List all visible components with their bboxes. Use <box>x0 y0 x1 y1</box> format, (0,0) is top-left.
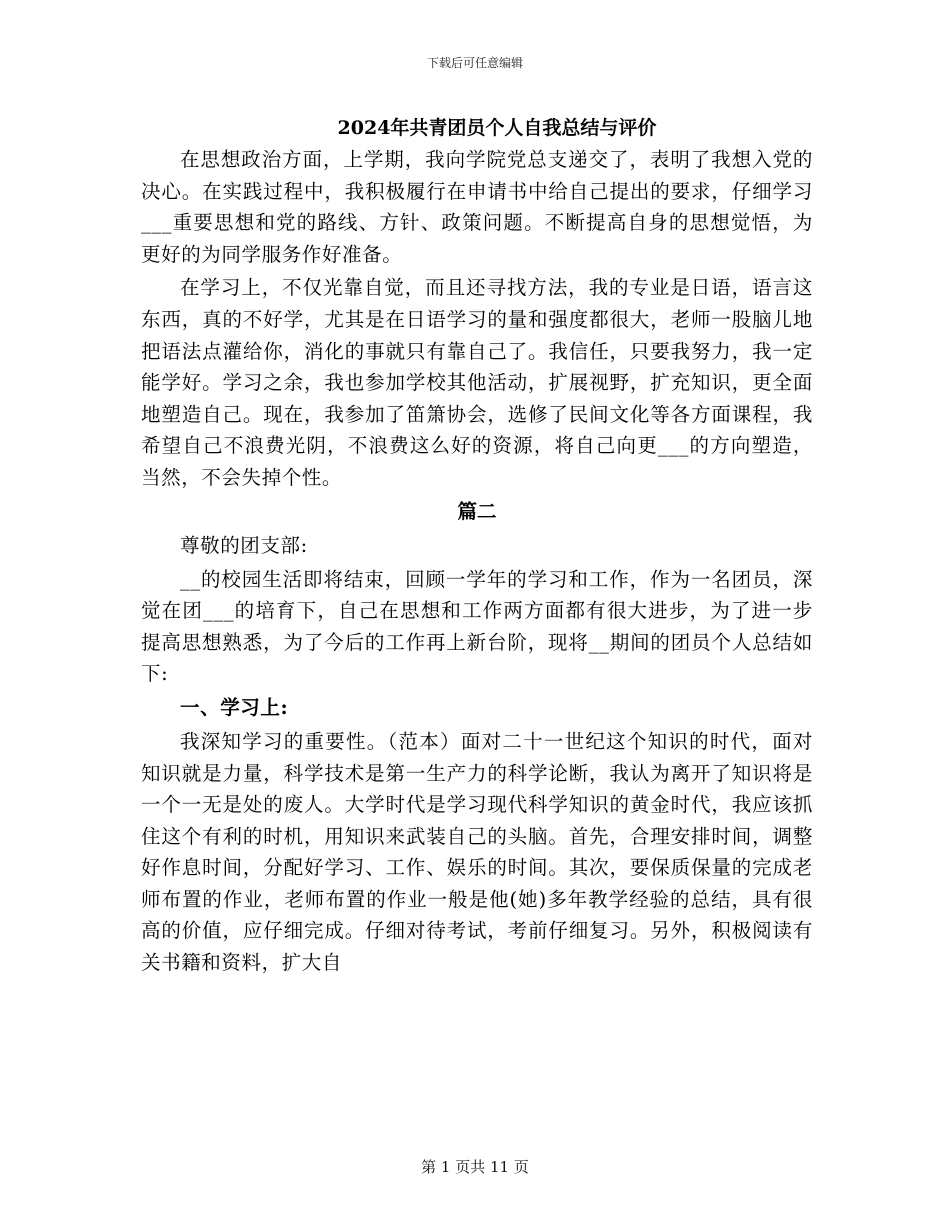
subheading-study: 一、学习上: <box>180 695 289 719</box>
salutation: 尊敬的团支部: <box>180 533 308 557</box>
header-note: 下载后可任意编辑 <box>426 56 523 70</box>
paragraph-political: 在思想政治方面，上学期，我向学院党总支递交了，表明了我想入党的决心。在实践过程中，我积极履行在申请书中给自己提出的要求，仔细学习___重要思想和党的路线、方针、政策问题。不断提高自身的思想觉悟，为更好的为同学服务作好准备。 <box>141 148 813 266</box>
paragraph-intro: __的校园生活即将结束，回顾一学年的学习和工作，作为一名团员，深觉在团___的培育下，自己在思想和工作两方面都有很大进步，为了进一步提高思想熟悉，为了今后的工作再上新台阶，现将__期间的团员个人总结如下: <box>141 567 813 686</box>
document-title: 2024年共青团员个人自我总结与评价 <box>337 117 657 139</box>
paragraph-study-detail: 我深知学习的重要性。（范本）面对二十一世纪这个知识的时代，面对知识就是力量，科学技术是第一生产力的科学论断，我认为离开了知识将是一个一无是处的废人。大学时代是学习现代科学知识的黄金时代，我应该抓住这个有利的时机，用知识来武装自己的头脑。首先，合理安排时间，调整好作息时间，分配好学习、工作、娱乐的时间。其次，要保质保量的完成老师布置的作业，老师布置的作业一般是他(她)多年教学经验的总结，具有很高的价值，应仔细完成。仔细对待考试，考前仔细复习。另外，积极阅读有关书籍和资料，扩大自 <box>141 729 813 975</box>
page-footer: 第 1 页共 11 页 <box>421 1158 529 1176</box>
section-title: 篇二 <box>457 499 497 523</box>
paragraph-study: 在学习上，不仅光靠自觉，而且还寻找方法，我的专业是日语，语言这东西，真的不好学，尤其是在日语学习的量和强度都很大，老师一股脑儿地把语法点灌给你，消化的事就只有靠自己了。我信任，只要我努力，我一定能学好。学习之余，我也参加学校其他活动，扩展视野，扩充知识，更全面地塑造自己。现在，我参加了笛箫协会，选修了民间文化等各方面课程，我希望自己不浪费光阴，不浪费这么好的资源，将自己向更___的方向塑造，当然，不会失掉个性。 <box>141 276 813 489</box>
document-body <box>141 112 813 981</box>
